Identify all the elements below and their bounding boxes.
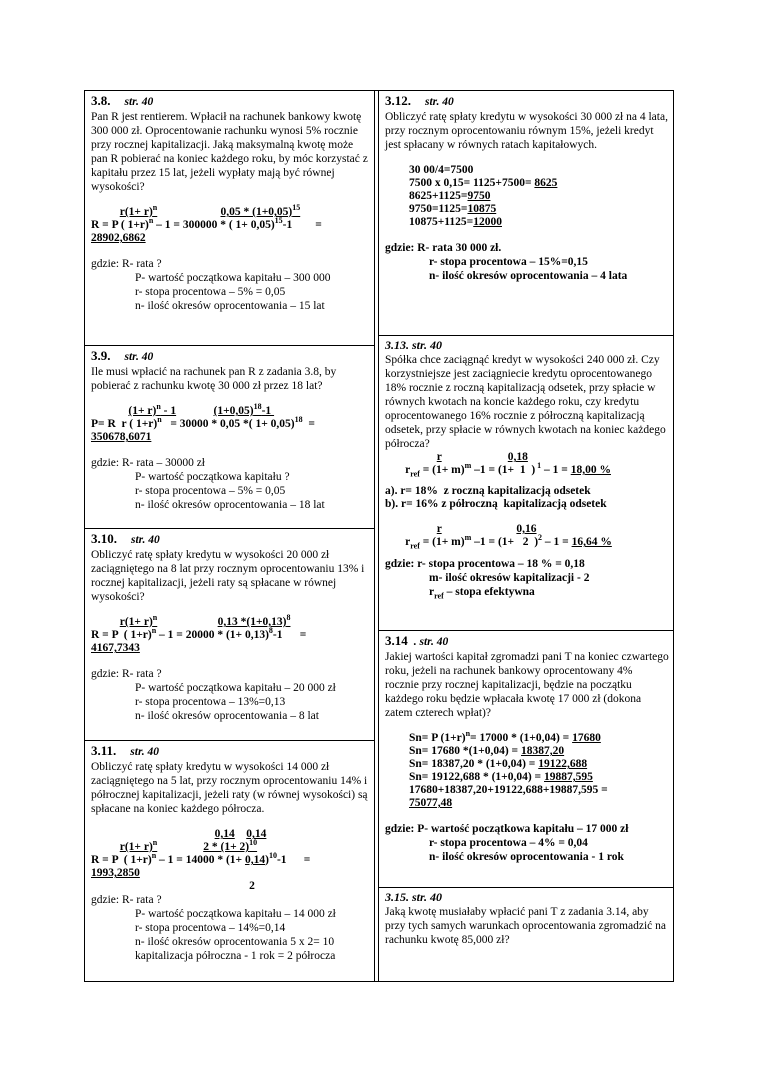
task-header: 3.15. str. 40 (385, 890, 443, 904)
task-text: Jakiej wartości kapitał zgromadzi pani T na koniec czwartego roku, jeżeli na rachunek bankowy oprocentowany 4% rocznie przy rocznej kapitalizacji, będzie na początku każdego roku będzie wpłacała kwotę 17 000 zł (dokona zatem czterech wpłat)? (385, 651, 669, 719)
task-header: 3.14 . str. 40 (385, 633, 449, 648)
task-header: 3.8. str. 40 (91, 93, 154, 108)
formula-line: R = P ( $1+r)^n - 1 = 20000 * (1+ 0,13)^8-1$ = (91, 626, 307, 641)
formula-numerator: $r(1+ r)^n$ 0,13 $*(1+0,13)^8$ (119, 613, 291, 628)
formula-top: 0,14 0,14 (214, 828, 267, 840)
task-header: 3.9. str. 40 (91, 348, 154, 363)
formula-numerator: $r(1+ r)^n$ $2 * (1+ 2)^{10}$ (119, 838, 258, 853)
formula-numerator: $r(1+ r)^n$ $0,05 * (1+0,05)^{15}$ (119, 203, 301, 218)
option-a: a). r= 18% z roczną kapitalizacją odsetek (385, 485, 591, 497)
task-3-13 (379, 336, 673, 631)
legend: gdzie: R- rata ? P- wartość początkowa kapitału – 14 000 zł r- stopa procentowa – 14%=0,14 n- ilość okresów oprocentowania 5 x 2= 10 kapitalizacja półroczna - 1 rok = 2 półrocza (91, 894, 336, 962)
formula-result: 350678,6071 (91, 431, 152, 443)
legend: gdzie: R- rata – 30000 zł P- wartość początkowa kapitału ? r- stopa procentowa – 5% = 0,05 n- ilość okresów oprocentowania – 18 lat (91, 457, 325, 511)
task-text: Jaką kwotę musiałaby wpłacić pani T z zadania 3.14, aby przy tych samych warunkach oprocentowania zgromadzić na rachunku kwotę 85,000 zł? (385, 906, 666, 946)
formula-1-top: r 0,18 (436, 451, 528, 463)
task-3-15 (379, 888, 673, 949)
calc-lines: Sn= P $(1+r)^n= 17000 * (1+0,04) = 17680$ Sn= 17680 *(1+0,04) = 18387,20 Sn= 18387,20 * (1+0,04) = 19122,688 Sn= 19122,688 * (1+0,04) = 19887,595 17680+18387,20+19122,688+19887,595 = 75077,48 (409, 729, 608, 809)
legend: gdzie: P- wartość początkowa kapitału – 17 000 zł r- stopa procentowa – 4% = 0,04 n- ilość okresów oprocentowania - 1 rok (385, 823, 629, 863)
task-3-14 (379, 631, 673, 888)
calc-lines: 30 00/4=7500 7500 x 0,15= 1125+7500= 8625 8625+1125=9750 9750=1125=10875 10875+1125=12000 (409, 164, 558, 228)
task-3-12 (379, 91, 673, 336)
formula-1-line: $r_{ref} = (1+ m)^m$ –1 = (1+ 1 ) $^1$ – 1 = 18,00 % (385, 461, 611, 479)
formula-result: 4167,7343 (91, 642, 140, 654)
task-text: Pan R jest rentierem. Wpłacił na rachunek bankowy kwotę 300 000 zł. Oprocentowanie rachunku wynosi 5% rocznie przy rocznej kapitalizacji. Jaką maksymalną kwotę może pan R pobierać na koniec każdego roku, by móc korzystać z kapitału przez 15 lat, jeżeli wypłaty mają być równej wysokości? (91, 111, 368, 193)
task-3-9 (85, 346, 374, 529)
legend: gdzie: R- rata ? P- wartość początkowa kapitału – 300 000 r- stopa procentowa – 5% = 0,05 n- ilość okresów oprocentowania – 15 lat (91, 258, 331, 312)
right-column (378, 91, 673, 981)
task-header: 3.10. str. 40 (91, 531, 160, 546)
task-header: 3.11. str. 40 (91, 743, 160, 758)
task-3-10 (85, 529, 374, 741)
legend: gdzie: r- stopa procentowa – 18 % = 0,18 m- ilość okresów kapitalizacji - 2 $r_{ref}$ – stopa efektywna (385, 558, 590, 601)
task-3-11 (85, 741, 374, 965)
task-text: Obliczyć ratę spłaty kredytu w wysokości 30 000 zł na 4 lata, przy rocznym oprocentowaniu równym 15%, jeżeli kredyt jest spłacany w równych ratach kapitałowych. (385, 111, 668, 151)
task-header: 3.13. str. 40 (385, 338, 443, 352)
formula-2-line: $r_{ref} = (1+ m)^m$ –1 = (1+ 2 )$^2$ – 1 = 16,64 % (385, 533, 612, 551)
left-column (85, 91, 375, 981)
task-text: Obliczyć ratę spłaty kredytu w wysokości 20 000 zł zaciągniętego na 8 lat przy rocznym oprocentowaniu 13% i rocznej kapitalizacji, jeżeli raty są spłacane w równej wysokości? (91, 549, 365, 603)
formula-line: P= R r ( 1+r)$^n$ = 30000 * 0,05 *( 1+ 0,05)$^{18}$ = (91, 415, 315, 430)
formula-line: R = P ( $1+r)^n - 1 = 14000 * (1+ 0,14)^{10}-1$ = (91, 851, 311, 866)
document-page (84, 90, 674, 982)
formula-numerator: $(1+ r)^n - 1$ $(1+0,05)^{18}-1$ (128, 402, 275, 417)
formula-2-top: r 0,16 (436, 523, 537, 535)
formula-denominator: 2 (91, 880, 255, 892)
legend: gdzie: R- rata ? P- wartość początkowa kapitału – 20 000 zł r- stopa procentowa – 13%=0,13 n- ilość okresów oprocentowania – 8 lat (91, 668, 336, 722)
legend: gdzie: R- rata 30 000 zł. r- stopa procentowa – 15%=0,15 n- ilość okresów oprocentowania – 4 lata (385, 242, 628, 282)
task-text: Spółka chce zaciągnąć kredyt w wysokości 240 000 zł. Czy korzystniejsze jest zaciągniecie kredytu oprocentowanego 18% rocznie z roczną kapitalizacją odsetek, przy spłacie w równych kwotach na koncie każdego roku, czy kredytu oprocentowanego 16% rocznie z półroczną kapitalizacją odsetek, przy spłacie w równych kwotach na koniec każdego półrocza? (385, 354, 666, 450)
option-b: b). r= 16% z półroczną kapitalizacją odsetek (385, 498, 607, 510)
formula-result: 28902,6862 (91, 232, 146, 244)
formula-line: R = P ( 1+r)$^n$ – 1 = 300000 * ( 1+ 0,05)$^{15}$-1 = (91, 216, 322, 231)
formula-result: 1993,2850 (91, 867, 140, 879)
task-header: 3.12. str. 40 (385, 93, 454, 108)
task-text: Ile musi wpłacić na rachunek pan R z zadania 3.8, by pobierać z rachunku kwotę 30 000 zł przez 18 lat? (91, 366, 337, 392)
task-text: Obliczyć ratę spłaty kredytu w wysokości 14 000 zł zaciągniętego na 5 lat, przy rocznym oprocentowaniu 14% i półrocznej kapitalizacji, jeżeli raty (w równej wysokości) są spłacane na koniec każdego półrocza. (91, 761, 368, 815)
task-3-8 (85, 91, 374, 346)
